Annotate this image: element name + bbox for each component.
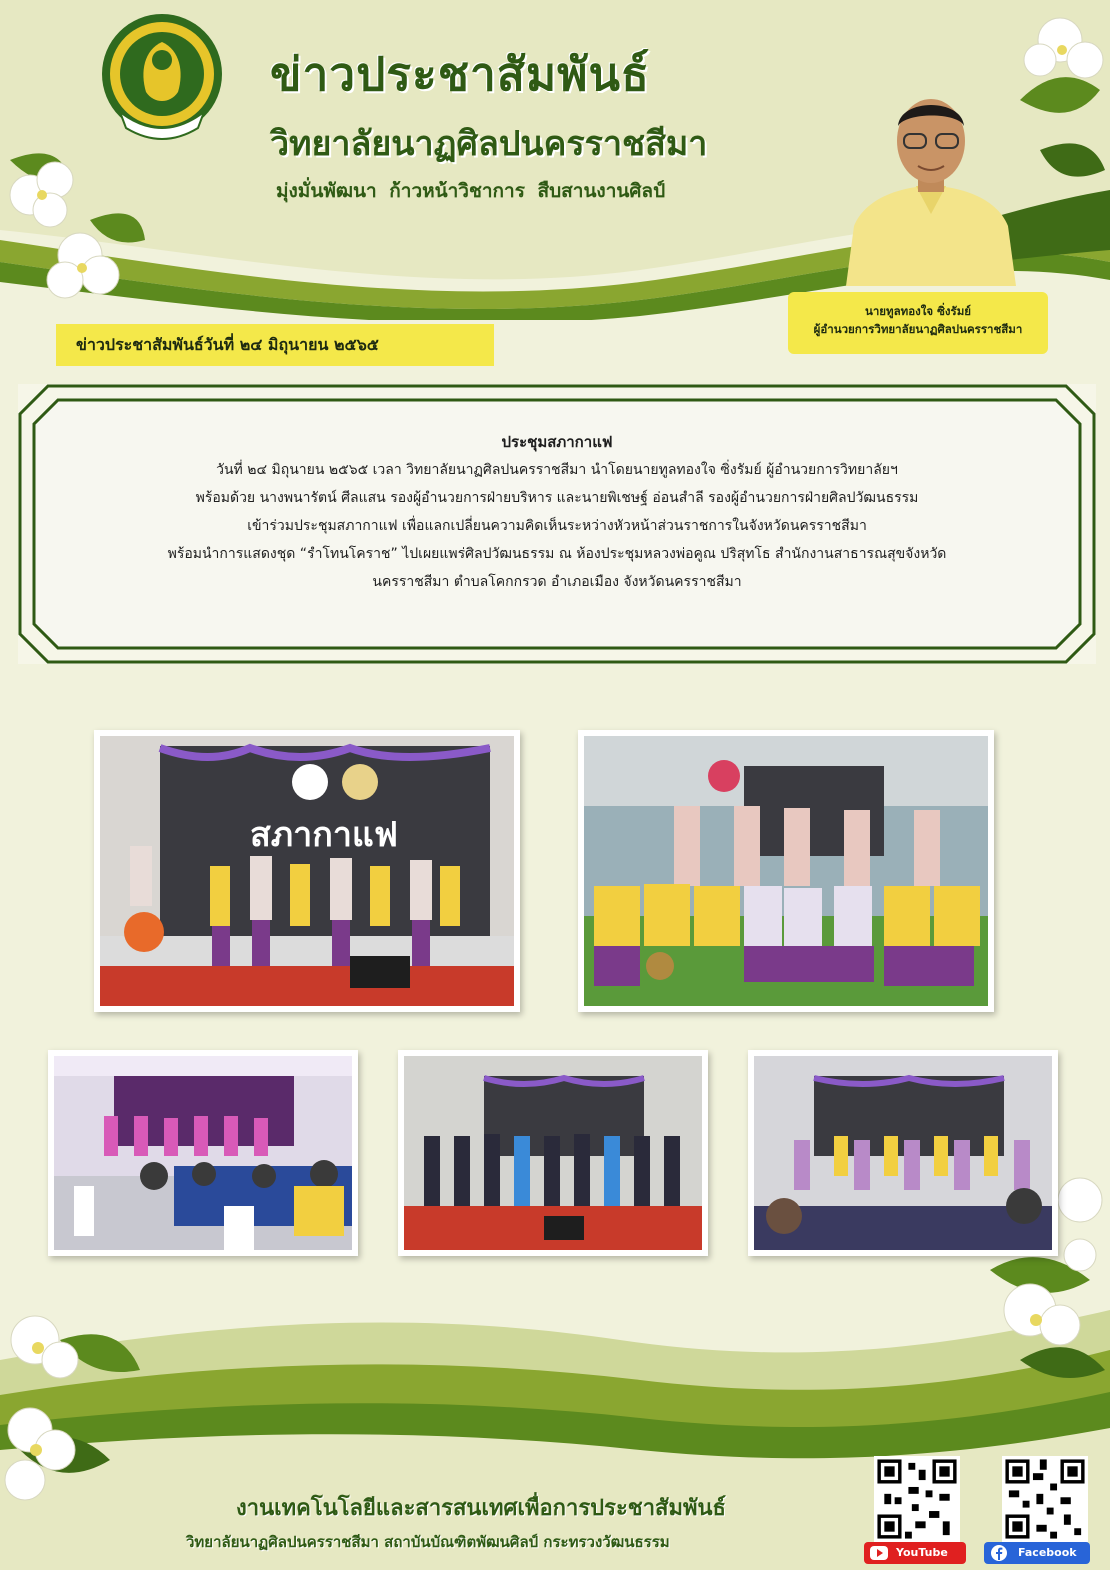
director-name: นายทูลทองใจ ซิ่งรัมย์ — [864, 304, 972, 318]
event-photo — [94, 730, 520, 1012]
event-photo — [48, 1050, 358, 1256]
director-portrait — [846, 86, 1016, 286]
article-line: วันที่ ๒๔ มิถุนายน ๒๕๖๕ เวลา วิทยาลัยนาฏศิลปนครราชสีมา นำโดยนายทูลทองใจ ซิ่งรัมย์ ผู้อำนวยการวิทยาลัยฯ — [216, 462, 898, 478]
facebook-link[interactable] — [984, 1542, 1090, 1564]
youtube-icon — [870, 1545, 888, 1561]
footer-department: งานเทคโนโลยีและสารสนเทศเพื่อการประชาสัมพันธ์ — [236, 1495, 726, 1521]
college-logo — [100, 12, 224, 142]
article-line: เข้าร่วมประชุมสภากาแฟ เพื่อแลกเปลี่ยนความคิดเห็นระหว่างหัวหน้าส่วนราชการในจังหวัดนครราชสีมา — [247, 518, 867, 534]
article-line: นครราชสีมา ตำบลโคกกรวด อำเภอเมือง จังหวัดนครราชสีมา — [372, 574, 742, 590]
flower-decoration-bottom-left — [0, 1300, 150, 1530]
facebook-qr-code[interactable] — [1002, 1456, 1088, 1542]
page-title: ข่าวประชาสัมพันธ์ — [270, 47, 651, 101]
event-photo — [748, 1050, 1058, 1256]
college-name: วิทยาลัยนาฏศิลปนครราชสีมา — [270, 124, 708, 164]
facebook-icon — [990, 1545, 1008, 1561]
facebook-label: Facebook — [1018, 1546, 1077, 1559]
youtube-link[interactable] — [864, 1542, 966, 1564]
news-date: ข่าวประชาสัมพันธ์วันที่ ๒๔ มิถุนายน ๒๕๖๕ — [56, 324, 494, 366]
youtube-label: YouTube — [896, 1546, 948, 1559]
article-line: พร้อมนำการแสดงชุด “รำโทนโคราช” ไปเผยแพร่ศิลปวัฒนธรรม ณ ห้องประชุมหลวงพ่อคูณ ปริสุทโธ สำนักงานสาธารณสุขจังหวัด — [167, 546, 947, 562]
director-position: ผู้อำนวยการวิทยาลัยนาฏศิลปนครราชสีมา — [813, 322, 1023, 336]
flower-decoration-left — [0, 140, 150, 310]
article-headline: ประชุมสภากาแฟ — [501, 433, 613, 451]
footer-organization: วิทยาลัยนาฏศิลปนครราชสีมา สถาบันบัณฑิตพัฒนศิลป์ กระทรวงวัฒนธรรม — [186, 1533, 670, 1551]
article-line: พร้อมด้วย นางพนารัตน์ ศีลแสน รองผู้อำนวยการฝ่ายบริหาร และนายพิเชษฐ์ อ่อนสำลี รองผู้อำนวยการฝ่ายศิลปวัฒนธรรม — [195, 490, 919, 506]
slogan: มุ่งมั่นพัฒนา ก้าวหน้าวิชาการ สืบสานงานศิลป์ — [276, 180, 666, 202]
director-nameplate — [788, 292, 1048, 354]
flower-decoration-right — [1000, 0, 1110, 200]
article-body — [50, 428, 1064, 596]
banner-text: สภากาแฟ — [250, 815, 398, 855]
youtube-qr-code[interactable] — [874, 1456, 960, 1542]
event-photo — [398, 1050, 708, 1256]
event-photo — [578, 730, 994, 1012]
